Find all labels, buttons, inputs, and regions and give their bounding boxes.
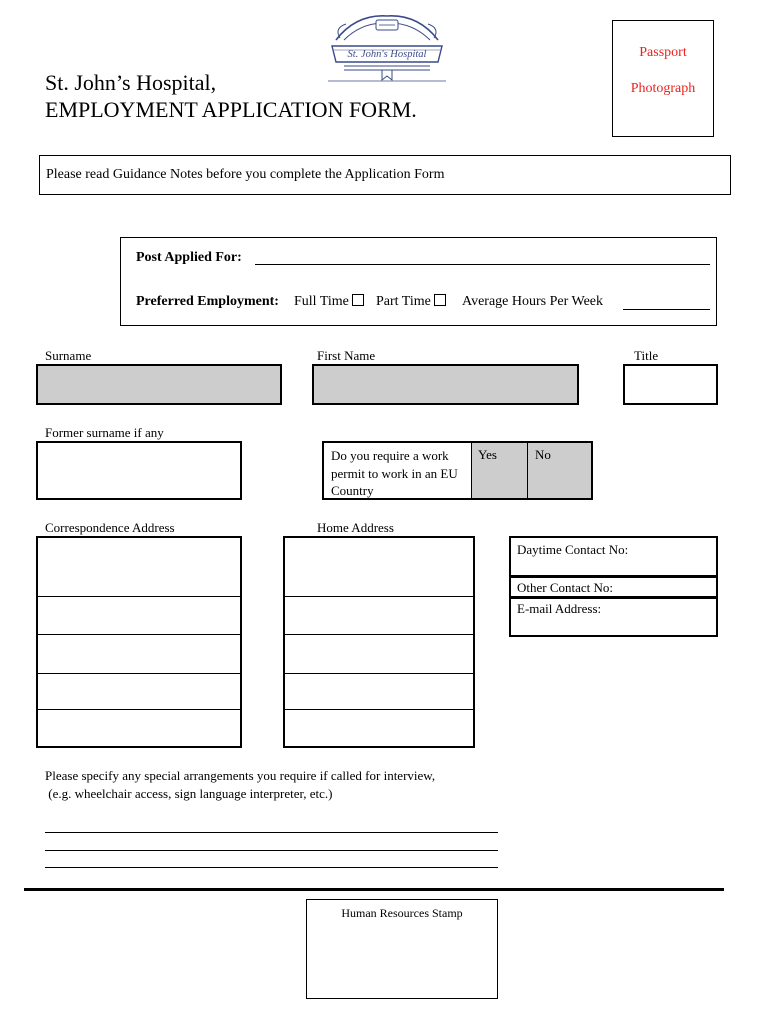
guidance-text: Please read Guidance Notes before you complete the Application Form: [46, 167, 445, 182]
special-arrangements-line1: Please specify any special arrangements you require if called for interview,: [45, 768, 436, 783]
special-arrangements-input-line[interactable]: [45, 832, 498, 833]
full-time-label: Full Time: [294, 294, 349, 309]
form-title: EMPLOYMENT APPLICATION FORM.: [45, 97, 417, 122]
special-arrangements-input-line[interactable]: [45, 867, 498, 868]
address-row-divider: [285, 673, 473, 674]
preferred-employment-label: Preferred Employment:: [136, 294, 279, 309]
part-time-label: Part Time: [376, 294, 431, 309]
address-row-divider: [285, 709, 473, 710]
work-permit-question-box: [322, 441, 472, 500]
special-arrangements-line2: (e.g. wheelchair access, sign language interpreter, etc.): [45, 786, 333, 801]
yes-label: Yes: [478, 447, 497, 462]
passport-photo-box: [612, 20, 714, 137]
former-surname-field[interactable]: [36, 441, 242, 500]
logo-text: St. John's Hospital: [347, 49, 427, 60]
part-time-checkbox[interactable]: [434, 294, 446, 306]
home-address-field[interactable]: [283, 536, 475, 748]
address-row-divider: [38, 634, 240, 635]
address-row-divider: [38, 596, 240, 597]
full-time-checkbox[interactable]: [352, 294, 364, 306]
daytime-contact-field[interactable]: [509, 536, 718, 577]
email-field[interactable]: [509, 597, 718, 637]
work-permit-yes[interactable]: [471, 441, 528, 500]
full-time-option[interactable]: [294, 294, 364, 310]
address-row-divider: [38, 709, 240, 710]
special-arrangements-input-line[interactable]: [45, 850, 498, 851]
title-label: Title: [634, 348, 659, 363]
work-permit-no[interactable]: [527, 441, 593, 500]
work-permit-question: Do you require a work permit to work in an EU Country: [331, 448, 458, 498]
average-hours-label: Average Hours Per Week: [462, 294, 604, 309]
photograph-label: Photograph: [630, 81, 696, 96]
average-hours-input-line[interactable]: [623, 309, 710, 310]
correspondence-address-label: Correspondence Address: [45, 520, 175, 535]
post-applied-input-line[interactable]: [255, 264, 710, 265]
correspondence-address-field[interactable]: [36, 536, 242, 748]
other-contact-field[interactable]: [509, 576, 718, 598]
hospital-logo: [326, 10, 448, 84]
email-label: E-mail Address:: [517, 601, 602, 616]
first-name-label: First Name: [317, 348, 376, 363]
address-row-divider: [285, 596, 473, 597]
passport-label: Passport: [639, 45, 687, 60]
hospital-name: St. John’s Hospital,: [45, 70, 217, 95]
address-row-divider: [285, 634, 473, 635]
former-surname-label: Former surname if any: [45, 425, 164, 440]
address-row-divider: [38, 673, 240, 674]
part-time-option[interactable]: [376, 294, 446, 310]
no-label: No: [535, 447, 551, 462]
other-contact-label: Other Contact No:: [517, 580, 614, 595]
post-applied-label: Post Applied For:: [136, 250, 242, 265]
hr-stamp-box: [306, 899, 498, 999]
hr-stamp-label: Human Resources Stamp: [341, 906, 463, 920]
section-divider: [24, 888, 724, 891]
surname-label: Surname: [45, 348, 92, 363]
surname-field[interactable]: [36, 364, 282, 405]
home-address-label: Home Address: [317, 520, 394, 535]
title-field[interactable]: [623, 364, 718, 405]
guidance-notice: [39, 155, 731, 195]
post-applied-section: [120, 237, 717, 326]
daytime-contact-label: Daytime Contact No:: [517, 542, 629, 557]
first-name-field[interactable]: [312, 364, 579, 405]
